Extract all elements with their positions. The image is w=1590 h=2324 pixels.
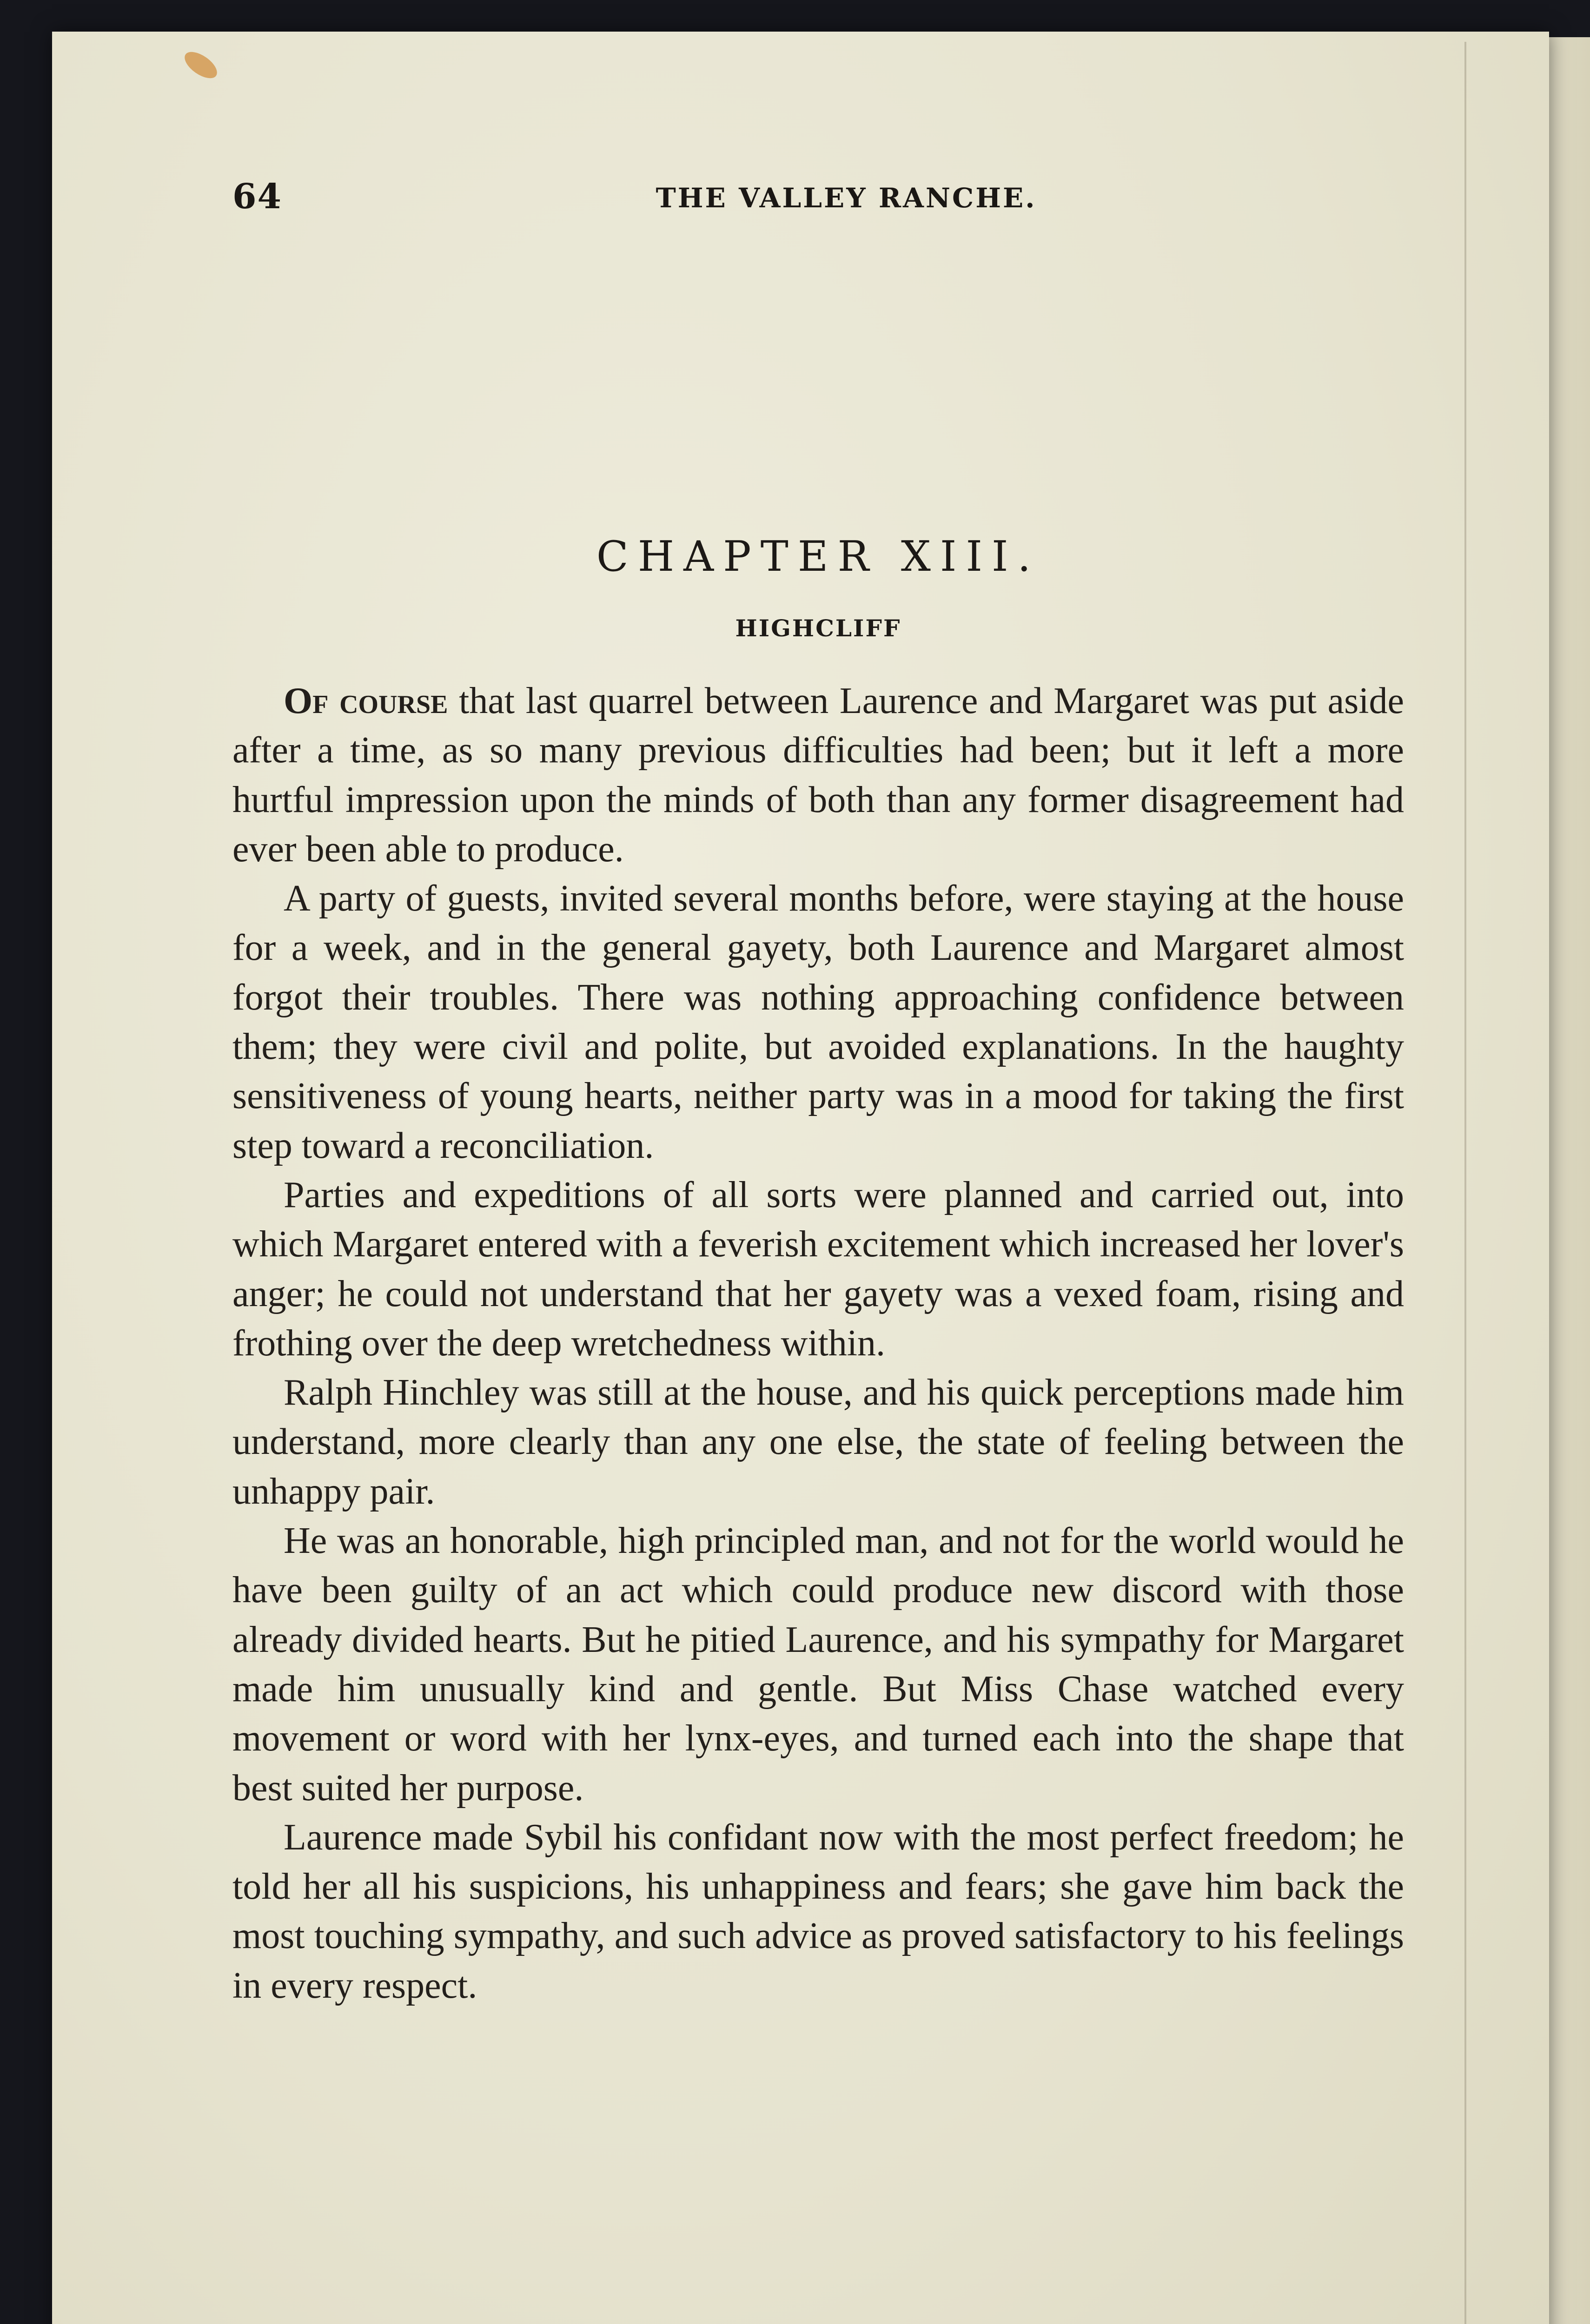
- chapter-subtitle: HIGHCLIFF: [735, 614, 901, 642]
- paragraph-text: that last quarrel between Laurence and Margaret was put aside after a time, as so many previous difficulties had been; but it left a more hurtful impression upon the minds of both than any former disagreement had ever been able to produce.: [232, 680, 1404, 870]
- paragraph-text: Ralph Hinchley was still at the house, and his quick perceptions made him understand, more clearly than any one else, the state of feeling between the unhappy pair.: [232, 1372, 1404, 1512]
- paragraph-text: He was an honorable, high principled man, and not for the world would he have been guilty of an act which could produce new discord with those already divided hearts. But he pitied Laurence, and his sympathy for Margaret made him unusually kind and gentle. But Miss Chase watched every movement or word with her lynx-eyes, and turned each into the shape that best suited her purpose.: [232, 1520, 1404, 1809]
- page-number: 64: [232, 177, 282, 217]
- page-fold: [1464, 42, 1466, 2324]
- paragraph-text: Laurence made Sybil his confidant now with the most perfect freedom; he told her all his suspicions, his unhappiness and fears; she gave him back the most touching sympathy, and such advice as proved satisfactory to his feelings in every respect.: [232, 1816, 1404, 2006]
- running-head: [232, 177, 1404, 223]
- paragraph-text: A party of guests, invited several months before, were staying at the house for a week, and in the general gayety, both Laurence and Margaret almost forgot their troubles. There was nothing approaching confidence between them; they were civil and polite, but avoided explanations. In the haughty sensitiveness of young hearts, neither party was in a mood for taking the first step toward a reconciliation.: [232, 878, 1404, 1166]
- body-text: [232, 676, 1404, 2010]
- paragraph: [232, 874, 1404, 1170]
- running-title: THE VALLEY RANCHE.: [656, 182, 1037, 214]
- paragraph: [232, 1813, 1404, 2010]
- paragraph: [232, 1516, 1404, 1813]
- paragraph: [232, 1368, 1404, 1516]
- paragraph: [232, 1170, 1404, 1368]
- chapter-title: CHAPTER XIII.: [596, 532, 1040, 581]
- paragraph: [232, 676, 1404, 874]
- paragraph-lead-in: Of course: [284, 680, 448, 721]
- paragraph-text: Parties and expeditions of all sorts were planned and carried out, into which Margaret entered with a feverish excitement which increased her lover's anger; he could not understand that her gayety was a vexed foam, rising and frothing over the deep wretchedness within.: [232, 1174, 1404, 1364]
- show-through-text: [219, 279, 1409, 327]
